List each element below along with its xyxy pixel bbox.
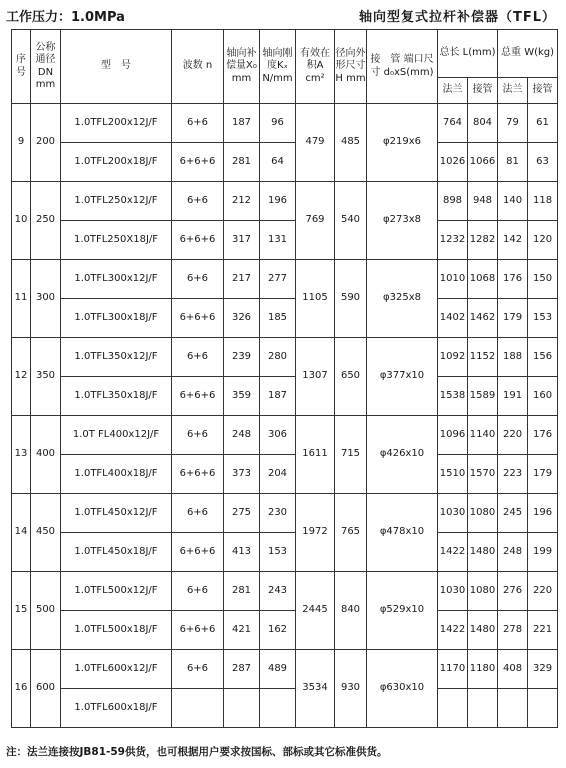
cell-length-flange: 1030 — [438, 494, 468, 533]
table-row — [12, 494, 558, 533]
cell-compensation: 373 — [224, 455, 260, 494]
footnote: 注：法兰连接按JB81-59供货，也可根据用户要求按国标、部标或其它标准供货。 — [6, 746, 388, 758]
cell-weight-flange: 278 — [498, 611, 528, 650]
cell-no: 10 — [12, 182, 31, 260]
cell-no: 13 — [12, 416, 31, 494]
cell-model: 1.0TFL250x12J/F — [61, 182, 172, 221]
cell-area: 1307 — [296, 338, 335, 416]
cell-weight-pipe — [528, 689, 558, 728]
col-no: 序号 — [12, 30, 31, 104]
cell-model: 1.0T FL400x12J/F — [61, 416, 172, 455]
table-row — [12, 572, 558, 611]
col-compensation: 轴向补偿量X₀ mm — [224, 30, 260, 104]
cell-compensation: 239 — [224, 338, 260, 377]
cell-length-pipe: 1180 — [468, 650, 498, 689]
cell-length-flange: 1096 — [438, 416, 468, 455]
cell-model: 1.0TFL450x12J/F — [61, 494, 172, 533]
table-row — [12, 377, 558, 416]
table-row — [12, 416, 558, 455]
cell-stiffness: 280 — [260, 338, 296, 377]
cell-dn: 400 — [31, 416, 61, 494]
cell-stiffness: 96 — [260, 104, 296, 143]
cell-dn: 500 — [31, 572, 61, 650]
cell-compensation: 317 — [224, 221, 260, 260]
cell-weight-flange: 81 — [498, 143, 528, 182]
cell-area: 2445 — [296, 572, 335, 650]
cell-area: 769 — [296, 182, 335, 260]
cell-area: 1611 — [296, 416, 335, 494]
cell-outer-dim: 715 — [335, 416, 367, 494]
cell-no: 15 — [12, 572, 31, 650]
cell-waves: 6+6+6 — [172, 455, 224, 494]
cell-waves: 6+6 — [172, 650, 224, 689]
cell-stiffness — [260, 689, 296, 728]
cell-length-flange: 1538 — [438, 377, 468, 416]
cell-stiffness: 153 — [260, 533, 296, 572]
cell-length-pipe: 804 — [468, 104, 498, 143]
cell-stiffness: 243 — [260, 572, 296, 611]
cell-stiffness: 196 — [260, 182, 296, 221]
cell-compensation: 248 — [224, 416, 260, 455]
cell-length-pipe: 1152 — [468, 338, 498, 377]
col-stiffness: 轴向刚度Kₓ N/mm — [260, 30, 296, 104]
cell-weight-pipe: 118 — [528, 182, 558, 221]
cell-compensation: 281 — [224, 143, 260, 182]
cell-length-flange — [438, 689, 468, 728]
cell-length-pipe: 1066 — [468, 143, 498, 182]
table-row — [12, 143, 558, 182]
cell-dn: 450 — [31, 494, 61, 572]
cell-weight-flange: 188 — [498, 338, 528, 377]
cell-model: 1.0TFL400x18J/F — [61, 455, 172, 494]
cell-stiffness: 306 — [260, 416, 296, 455]
cell-compensation: 212 — [224, 182, 260, 221]
cell-weight-pipe: 199 — [528, 533, 558, 572]
cell-model: 1.0TFL250X18J/F — [61, 221, 172, 260]
table-row — [12, 611, 558, 650]
cell-no: 16 — [12, 650, 31, 728]
col-pipe-end: 接 管 端口尺寸 d₀xS(mm) — [367, 30, 438, 104]
cell-length-flange: 1030 — [438, 572, 468, 611]
cell-weight-flange: 79 — [498, 104, 528, 143]
cell-dn: 200 — [31, 104, 61, 182]
cell-stiffness: 204 — [260, 455, 296, 494]
cell-weight-pipe: 179 — [528, 455, 558, 494]
col-total-weight: 总重 W(kg) — [498, 30, 558, 78]
cell-length-flange: 1510 — [438, 455, 468, 494]
cell-length-flange: 1026 — [438, 143, 468, 182]
cell-pipe-end: φ377x10 — [367, 338, 438, 416]
cell-length-pipe: 948 — [468, 182, 498, 221]
cell-model: 1.0TFL200x12J/F — [61, 104, 172, 143]
cell-pipe-end: φ426x10 — [367, 416, 438, 494]
cell-length-pipe: 1570 — [468, 455, 498, 494]
cell-compensation: 187 — [224, 104, 260, 143]
cell-waves: 6+6 — [172, 494, 224, 533]
col-total-length: 总长 L(mm) — [438, 30, 498, 78]
cell-stiffness: 185 — [260, 299, 296, 338]
cell-waves: 6+6+6 — [172, 533, 224, 572]
cell-length-pipe: 1068 — [468, 260, 498, 299]
cell-compensation: 281 — [224, 572, 260, 611]
table-row — [12, 221, 558, 260]
cell-dn: 600 — [31, 650, 61, 728]
cell-weight-flange: 223 — [498, 455, 528, 494]
cell-no: 9 — [12, 104, 31, 182]
cell-outer-dim: 840 — [335, 572, 367, 650]
cell-model: 1.0TFL350x12J/F — [61, 338, 172, 377]
cell-weight-pipe: 153 — [528, 299, 558, 338]
cell-waves: 6+6+6 — [172, 611, 224, 650]
cell-outer-dim: 590 — [335, 260, 367, 338]
cell-length-flange: 1402 — [438, 299, 468, 338]
cell-pipe-end: φ325x8 — [367, 260, 438, 338]
table-row — [12, 533, 558, 572]
cell-no: 12 — [12, 338, 31, 416]
table-row — [12, 260, 558, 299]
cell-waves: 6+6+6 — [172, 299, 224, 338]
cell-weight-flange: 220 — [498, 416, 528, 455]
cell-length-pipe: 1462 — [468, 299, 498, 338]
cell-stiffness: 230 — [260, 494, 296, 533]
cell-length-flange: 1422 — [438, 533, 468, 572]
cell-weight-pipe: 156 — [528, 338, 558, 377]
cell-weight-pipe: 196 — [528, 494, 558, 533]
cell-weight-pipe: 63 — [528, 143, 558, 182]
cell-weight-flange — [498, 689, 528, 728]
cell-weight-pipe: 61 — [528, 104, 558, 143]
cell-area: 1105 — [296, 260, 335, 338]
cell-stiffness: 64 — [260, 143, 296, 182]
cell-weight-flange: 140 — [498, 182, 528, 221]
cell-length-pipe: 1080 — [468, 572, 498, 611]
cell-length-pipe: 1080 — [468, 494, 498, 533]
cell-dn: 350 — [31, 338, 61, 416]
cell-weight-pipe: 176 — [528, 416, 558, 455]
spec-table — [11, 29, 558, 728]
cell-length-flange: 1170 — [438, 650, 468, 689]
cell-compensation: 326 — [224, 299, 260, 338]
col-waves: 波数 n — [172, 30, 224, 104]
cell-length-pipe: 1589 — [468, 377, 498, 416]
cell-model: 1.0TFL300x18J/F — [61, 299, 172, 338]
cell-waves: 6+6 — [172, 182, 224, 221]
cell-weight-pipe: 329 — [528, 650, 558, 689]
cell-length-pipe: 1480 — [468, 533, 498, 572]
cell-pipe-end: φ219x6 — [367, 104, 438, 182]
header-row — [12, 30, 558, 78]
cell-pipe-end: φ529x10 — [367, 572, 438, 650]
page-title: 轴向型复式拉杆补偿器（TFL） — [358, 10, 556, 25]
cell-stiffness: 187 — [260, 377, 296, 416]
cell-length-flange: 1232 — [438, 221, 468, 260]
cell-outer-dim: 485 — [335, 104, 367, 182]
cell-weight-flange: 142 — [498, 221, 528, 260]
table-body — [12, 104, 558, 728]
cell-length-flange: 764 — [438, 104, 468, 143]
cell-outer-dim: 540 — [335, 182, 367, 260]
col-length-flange: 法兰 — [438, 78, 468, 104]
cell-pipe-end: φ273x8 — [367, 182, 438, 260]
cell-weight-pipe: 220 — [528, 572, 558, 611]
col-weight-flange: 法兰 — [498, 78, 528, 104]
cell-weight-flange: 245 — [498, 494, 528, 533]
table-row — [12, 299, 558, 338]
cell-weight-flange: 179 — [498, 299, 528, 338]
table-row — [12, 182, 558, 221]
cell-waves: 6+6 — [172, 416, 224, 455]
cell-weight-flange: 176 — [498, 260, 528, 299]
cell-waves: 6+6+6 — [172, 221, 224, 260]
cell-length-pipe: 1140 — [468, 416, 498, 455]
cell-waves: 6+6+6 — [172, 377, 224, 416]
cell-model: 1.0TFL450x18J/F — [61, 533, 172, 572]
col-weight-pipe: 接管 — [528, 78, 558, 104]
cell-weight-pipe: 150 — [528, 260, 558, 299]
cell-weight-pipe: 160 — [528, 377, 558, 416]
cell-weight-flange: 408 — [498, 650, 528, 689]
cell-stiffness: 489 — [260, 650, 296, 689]
title-bar — [6, 6, 556, 26]
cell-stiffness: 162 — [260, 611, 296, 650]
cell-compensation: 287 — [224, 650, 260, 689]
pressure-label: 工作压力：1.0MPa — [6, 10, 125, 25]
cell-model: 1.0TFL200x18J/F — [61, 143, 172, 182]
cell-weight-flange: 248 — [498, 533, 528, 572]
cell-weight-pipe: 221 — [528, 611, 558, 650]
cell-model: 1.0TFL500x18J/F — [61, 611, 172, 650]
cell-area: 3534 — [296, 650, 335, 728]
cell-no: 14 — [12, 494, 31, 572]
cell-compensation: 217 — [224, 260, 260, 299]
cell-waves: 6+6 — [172, 104, 224, 143]
cell-area: 1972 — [296, 494, 335, 572]
cell-area: 479 — [296, 104, 335, 182]
cell-waves: 6+6 — [172, 260, 224, 299]
col-dn: 公称通径DN mm — [31, 30, 61, 104]
cell-stiffness: 277 — [260, 260, 296, 299]
cell-compensation: 275 — [224, 494, 260, 533]
table-row — [12, 338, 558, 377]
cell-weight-flange: 276 — [498, 572, 528, 611]
cell-model: 1.0TFL300x12J/F — [61, 260, 172, 299]
cell-stiffness: 131 — [260, 221, 296, 260]
cell-compensation: 421 — [224, 611, 260, 650]
cell-pipe-end: φ478x10 — [367, 494, 438, 572]
cell-compensation — [224, 689, 260, 728]
cell-outer-dim: 650 — [335, 338, 367, 416]
cell-outer-dim: 765 — [335, 494, 367, 572]
cell-waves: 6+6 — [172, 572, 224, 611]
col-area: 有效在积A cm² — [296, 30, 335, 104]
cell-length-pipe: 1480 — [468, 611, 498, 650]
cell-model: 1.0TFL500x12J/F — [61, 572, 172, 611]
cell-waves: 6+6+6 — [172, 143, 224, 182]
cell-pipe-end: φ630x10 — [367, 650, 438, 728]
col-length-pipe: 接管 — [468, 78, 498, 104]
cell-waves — [172, 689, 224, 728]
cell-compensation: 413 — [224, 533, 260, 572]
cell-length-pipe — [468, 689, 498, 728]
cell-length-flange: 1092 — [438, 338, 468, 377]
cell-length-flange: 1422 — [438, 611, 468, 650]
cell-length-flange: 1010 — [438, 260, 468, 299]
cell-outer-dim: 930 — [335, 650, 367, 728]
cell-no: 11 — [12, 260, 31, 338]
cell-waves: 6+6 — [172, 338, 224, 377]
cell-model: 1.0TFL350x18J/F — [61, 377, 172, 416]
cell-length-flange: 898 — [438, 182, 468, 221]
cell-weight-pipe: 120 — [528, 221, 558, 260]
cell-weight-flange: 191 — [498, 377, 528, 416]
col-outer-dim: 径向外形尺寸 H mm — [335, 30, 367, 104]
table-row — [12, 104, 558, 143]
cell-dn: 250 — [31, 182, 61, 260]
cell-model: 1.0TFL600x18J/F — [61, 689, 172, 728]
cell-model: 1.0TFL600x12J/F — [61, 650, 172, 689]
cell-length-pipe: 1282 — [468, 221, 498, 260]
table-row — [12, 650, 558, 689]
table-row — [12, 689, 558, 728]
cell-compensation: 359 — [224, 377, 260, 416]
cell-dn: 300 — [31, 260, 61, 338]
col-model: 型 号 — [61, 30, 172, 104]
table-row — [12, 455, 558, 494]
